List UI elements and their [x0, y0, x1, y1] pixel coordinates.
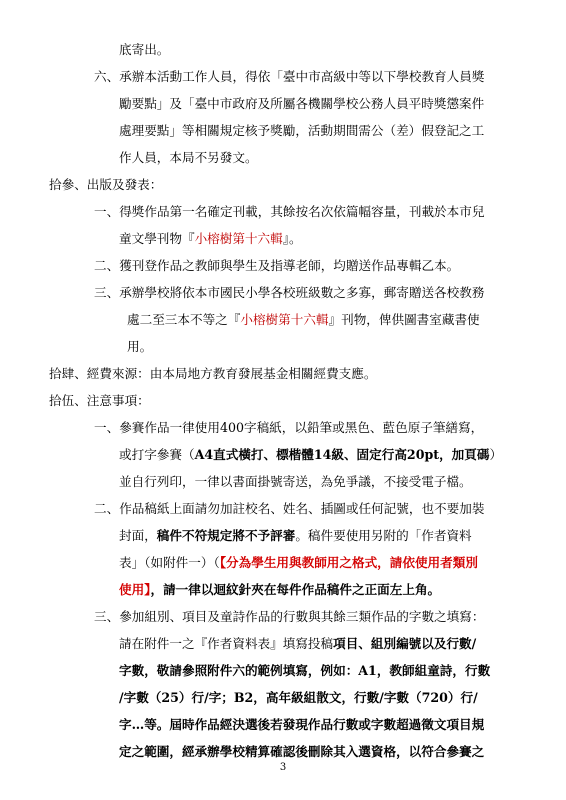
publication-title: 小榕樹第十六輯	[240, 312, 329, 327]
highlight-note: 使用】	[119, 582, 151, 597]
text-run: 』刊物，俾供圖書室藏書使	[328, 312, 480, 327]
text-line: 底寄出。	[119, 42, 170, 57]
text-line: 用。	[127, 339, 153, 354]
text-line: 二、作品稿紙上面請勿加註校名、姓名、插圖或任何記號，也不要加裝	[94, 501, 485, 516]
text-line	[127, 312, 480, 328]
text-run: 童文學刊物『	[119, 231, 195, 246]
text-line: 三、承辦學校將依本市國民小學各校班級數之多寡，郵寄贈送各校教務	[94, 285, 485, 300]
text-run: 』。	[282, 231, 302, 246]
text-line: 字…等。屆時作品經決選後若發現作品行數或字數超過徵文項目規	[119, 717, 485, 732]
text-line	[119, 231, 302, 247]
text-line: 定之範圍，經承辦學校精算確認後刪除其入選資格，以符合參賽之	[119, 744, 485, 759]
text-run: B2，高年級組散文，行數/字數（720）行/	[233, 690, 478, 705]
text-line: 作人員，本局不另發文。	[119, 150, 258, 165]
text-run: /字數（25）行/字；	[119, 690, 234, 705]
text-run: A1，教師組童詩，行數	[358, 663, 491, 678]
text-run: 字數，敬請參照附件六的範例填寫，例如：	[119, 663, 359, 678]
format-requirement: A4直式橫打、標楷體14級、固定行高20pt，加頁碼	[194, 447, 490, 462]
text-line: 三、參加組別、項目及童詩作品的行數與其餘三類作品的字數之填寫：	[94, 609, 485, 624]
page-number: 3	[279, 762, 287, 773]
text-line	[119, 690, 478, 706]
text-line: 一、得獎作品第一名確定刊載，其餘按名次依篇幅容量，刊載於本市兒	[94, 204, 485, 219]
bold-instruction: 項目、組別編號以及行數/	[333, 636, 477, 651]
text-line	[119, 636, 476, 652]
text-line	[119, 582, 440, 598]
text-line: 勵要點」及「臺中市政府及所屬各機關學校公務人員平時獎懲案件	[119, 96, 485, 111]
text-line: 六、承辦本活動工作人員，得依「臺中市高級中等以下學校教育人員獎	[94, 69, 485, 84]
highlight-note: 【分為學生用與教師用之格式，請依使用者類別	[219, 555, 478, 570]
text-line	[119, 555, 478, 571]
text-run: 處二至三本不等之『	[127, 312, 241, 327]
section-heading: 拾肆、經費來源：由本局地方教育發展基金相關經費支應。	[49, 366, 377, 381]
text-line: 並自行列印，一律以書面掛號寄送，為免爭議，不接受電子檔。	[119, 474, 472, 489]
bold-instruction: ，請一律以迴紋針夾在每件作品稿件之正面左上角。	[150, 582, 441, 597]
warning-text: 稿件不符規定將不予評審	[156, 528, 296, 543]
text-run: 。稿件要使用另附的「作者資料	[295, 528, 472, 543]
publication-title: 小榕樹第十六輯	[194, 231, 283, 246]
text-run: 請在附件一之『作者資料表』填寫投稿	[119, 636, 334, 651]
text-run: ）	[489, 447, 503, 462]
text-line: 一、參賽作品一律使用400字稿紙，以鉛筆或黑色、藍色原子筆繕寫，	[94, 420, 484, 435]
text-line: 處理要點」等相關規定核予獎勵，活動期間需公（差）假登記之工	[119, 123, 485, 138]
section-heading: 拾伍、注意事項：	[49, 393, 150, 408]
text-line	[119, 528, 472, 544]
text-line	[119, 447, 502, 463]
text-run: 封面，	[119, 528, 157, 543]
text-run: 表」（如附件一）（	[119, 555, 220, 570]
text-run: 或打字參賽（	[119, 447, 195, 462]
section-heading: 拾參、出版及發表：	[49, 177, 163, 192]
text-line	[119, 663, 490, 679]
text-line: 二、獲刊登作品之教師與學生及指導老師，均贈送作品專輯乙本。	[94, 258, 460, 273]
